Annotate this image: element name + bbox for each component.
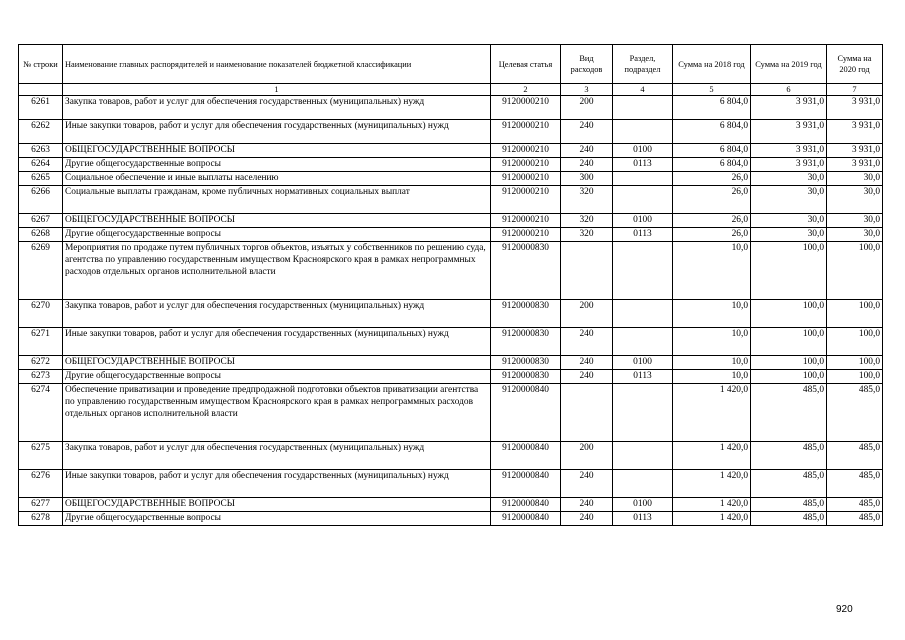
row-name: Другие общегосударственные вопросы [63,512,491,526]
row-sum-2018: 1 420,0 [673,442,751,470]
row-target-article: 9120000210 [491,228,561,242]
row-sum-2019: 100,0 [751,300,827,328]
row-name: Иные закупки товаров, работ и услуг для обеспечения государственных (муниципальных) нужд [63,120,491,144]
row-sum-2020: 485,0 [827,470,883,498]
row-name: ОБЩЕГОСУДАРСТВЕННЫЕ ВОПРОСЫ [63,144,491,158]
row-expense-type: 200 [561,442,613,470]
table-row [19,370,883,384]
row-sum-2018: 6 804,0 [673,144,751,158]
row-target-article: 9120000210 [491,96,561,120]
row-target-article: 9120000830 [491,356,561,370]
row-expense-type: 320 [561,214,613,228]
table-row [19,356,883,370]
row-section [613,300,673,328]
row-sum-2018: 10,0 [673,370,751,384]
row-section: 0100 [613,214,673,228]
row-section [613,384,673,442]
table-body [19,96,883,526]
row-expense-type: 240 [561,120,613,144]
row-expense-type [561,242,613,300]
row-number: 6264 [19,158,63,172]
row-section [613,186,673,214]
row-sum-2019: 30,0 [751,186,827,214]
row-expense-type: 240 [561,158,613,172]
budget-table-sheet [18,44,882,526]
row-sum-2020: 100,0 [827,242,883,300]
table-row [19,328,883,356]
row-target-article: 9120000210 [491,158,561,172]
row-target-article: 9120000840 [491,442,561,470]
row-sum-2019: 30,0 [751,172,827,186]
row-section [613,96,673,120]
header-sum-2018: Сумма на 2018 год [673,45,751,84]
row-number: 6266 [19,186,63,214]
column-number: 1 [63,84,491,96]
row-sum-2020: 3 931,0 [827,120,883,144]
header-target-article: Целевая статья [491,45,561,84]
row-sum-2020: 30,0 [827,214,883,228]
header-expense-type: Вид расходов [561,45,613,84]
row-expense-type: 320 [561,186,613,214]
row-section: 0113 [613,512,673,526]
row-name: Иные закупки товаров, работ и услуг для обеспечения государственных (муниципальных) нужд [63,470,491,498]
row-name: Закупка товаров, работ и услуг для обеспечения государственных (муниципальных) нужд [63,300,491,328]
page-number: 920 [836,604,853,615]
row-sum-2020: 485,0 [827,512,883,526]
row-sum-2020: 100,0 [827,370,883,384]
row-sum-2018: 1 420,0 [673,498,751,512]
row-sum-2018: 26,0 [673,214,751,228]
row-name: ОБЩЕГОСУДАРСТВЕННЫЕ ВОПРОСЫ [63,498,491,512]
row-sum-2019: 100,0 [751,356,827,370]
row-name: Закупка товаров, работ и услуг для обеспечения государственных (муниципальных) нужд [63,96,491,120]
row-sum-2018: 1 420,0 [673,512,751,526]
row-section: 0113 [613,158,673,172]
row-name: Социальное обеспечение и иные выплаты населению [63,172,491,186]
row-sum-2018: 1 420,0 [673,384,751,442]
row-expense-type: 240 [561,370,613,384]
row-target-article: 9120000840 [491,512,561,526]
row-number: 6262 [19,120,63,144]
row-sum-2020: 100,0 [827,328,883,356]
row-sum-2019: 3 931,0 [751,120,827,144]
row-sum-2018: 6 804,0 [673,158,751,172]
row-section: 0113 [613,228,673,242]
row-section [613,328,673,356]
row-sum-2020: 30,0 [827,228,883,242]
header-sum-2020: Сумма на 2020 год [827,45,883,84]
row-name: Иные закупки товаров, работ и услуг для обеспечения государственных (муниципальных) нужд [63,328,491,356]
row-sum-2019: 3 931,0 [751,144,827,158]
budget-table [18,44,883,526]
row-number: 6267 [19,214,63,228]
table-row [19,242,883,300]
row-expense-type: 200 [561,300,613,328]
row-number: 6273 [19,370,63,384]
row-sum-2018: 26,0 [673,172,751,186]
row-sum-2020: 3 931,0 [827,96,883,120]
column-number: 5 [673,84,751,96]
row-target-article: 9120000830 [491,242,561,300]
row-sum-2019: 485,0 [751,384,827,442]
table-row [19,214,883,228]
row-name: Социальные выплаты гражданам, кроме публичных нормативных социальных выплат [63,186,491,214]
row-sum-2019: 485,0 [751,470,827,498]
table-row [19,512,883,526]
row-number: 6265 [19,172,63,186]
table-header-row [19,45,883,84]
table-row [19,442,883,470]
row-target-article: 9120000210 [491,186,561,214]
row-number: 6277 [19,498,63,512]
row-sum-2018: 10,0 [673,328,751,356]
row-target-article: 9120000830 [491,328,561,356]
row-expense-type: 240 [561,470,613,498]
row-target-article: 9120000840 [491,498,561,512]
column-number: 4 [613,84,673,96]
row-number: 6261 [19,96,63,120]
row-number: 6269 [19,242,63,300]
row-expense-type: 240 [561,144,613,158]
row-expense-type: 240 [561,498,613,512]
row-sum-2018: 6 804,0 [673,120,751,144]
column-number: 6 [751,84,827,96]
row-target-article: 9120000830 [491,300,561,328]
row-sum-2018: 10,0 [673,356,751,370]
row-target-article: 9120000210 [491,214,561,228]
row-expense-type: 240 [561,356,613,370]
header-section: Раздел, подраздел [613,45,673,84]
header-name: Наименование главных распорядителей и наименование показателей бюджетной классификации [63,45,491,84]
table-row [19,498,883,512]
row-target-article: 9120000840 [491,384,561,442]
row-section [613,442,673,470]
row-sum-2020: 30,0 [827,186,883,214]
row-sum-2019: 100,0 [751,370,827,384]
column-number: 3 [561,84,613,96]
row-sum-2019: 485,0 [751,498,827,512]
row-sum-2019: 485,0 [751,512,827,526]
column-number-row [19,84,883,96]
row-expense-type: 320 [561,228,613,242]
table-row [19,96,883,120]
header-sum-2019: Сумма на 2019 год [751,45,827,84]
row-sum-2019: 100,0 [751,328,827,356]
header-row-number: № строки [19,45,63,84]
row-sum-2018: 6 804,0 [673,96,751,120]
row-number: 6278 [19,512,63,526]
row-name: Другие общегосударственные вопросы [63,228,491,242]
table-row [19,186,883,214]
row-number: 6263 [19,144,63,158]
row-expense-type: 300 [561,172,613,186]
row-expense-type [561,384,613,442]
row-sum-2020: 485,0 [827,442,883,470]
row-sum-2018: 10,0 [673,242,751,300]
row-section [613,470,673,498]
row-sum-2019: 30,0 [751,214,827,228]
row-sum-2018: 10,0 [673,300,751,328]
table-row [19,120,883,144]
row-name: ОБЩЕГОСУДАРСТВЕННЫЕ ВОПРОСЫ [63,214,491,228]
row-target-article: 9120000210 [491,144,561,158]
row-sum-2018: 1 420,0 [673,470,751,498]
row-section [613,120,673,144]
row-name: Другие общегосударственные вопросы [63,158,491,172]
row-number: 6275 [19,442,63,470]
table-row [19,470,883,498]
row-target-article: 9120000830 [491,370,561,384]
row-sum-2019: 100,0 [751,242,827,300]
row-expense-type: 240 [561,512,613,526]
row-name: Закупка товаров, работ и услуг для обеспечения государственных (муниципальных) нужд [63,442,491,470]
row-section: 0113 [613,370,673,384]
row-number: 6268 [19,228,63,242]
row-number: 6272 [19,356,63,370]
row-expense-type: 240 [561,328,613,356]
row-number: 6274 [19,384,63,442]
row-sum-2018: 26,0 [673,186,751,214]
row-number: 6276 [19,470,63,498]
row-sum-2020: 3 931,0 [827,144,883,158]
row-expense-type: 200 [561,96,613,120]
row-sum-2020: 485,0 [827,498,883,512]
table-row [19,172,883,186]
row-section [613,242,673,300]
row-name: Другие общегосударственные вопросы [63,370,491,384]
row-sum-2020: 485,0 [827,384,883,442]
row-target-article: 9120000840 [491,470,561,498]
row-section: 0100 [613,356,673,370]
table-row [19,158,883,172]
row-sum-2019: 30,0 [751,228,827,242]
row-sum-2019: 3 931,0 [751,96,827,120]
row-section: 0100 [613,498,673,512]
row-name: Мероприятия по продаже путем публичных торгов объектов, изъятых у собственников по решению суда, агентства по управлению государственным имуществом Красноярского края в рамках непрограммных расходов отдельных органов исполнительной власти [63,242,491,300]
row-section: 0100 [613,144,673,158]
column-number: 7 [827,84,883,96]
table-row [19,228,883,242]
row-sum-2018: 26,0 [673,228,751,242]
row-sum-2020: 100,0 [827,356,883,370]
column-number [19,84,63,96]
row-sum-2020: 100,0 [827,300,883,328]
table-row [19,144,883,158]
row-sum-2019: 485,0 [751,442,827,470]
column-number: 2 [491,84,561,96]
row-name: Обеспечение приватизации и проведение предпродажной подготовки объектов приватизации агентства по управлению государственным имуществом Красноярского края в рамках непрограммных расходов отдельных органов исполнительной власти [63,384,491,442]
row-number: 6270 [19,300,63,328]
row-sum-2019: 3 931,0 [751,158,827,172]
table-row [19,384,883,442]
row-target-article: 9120000210 [491,172,561,186]
row-sum-2020: 30,0 [827,172,883,186]
row-number: 6271 [19,328,63,356]
table-row [19,300,883,328]
row-name: ОБЩЕГОСУДАРСТВЕННЫЕ ВОПРОСЫ [63,356,491,370]
row-target-article: 9120000210 [491,120,561,144]
row-section [613,172,673,186]
row-sum-2020: 3 931,0 [827,158,883,172]
